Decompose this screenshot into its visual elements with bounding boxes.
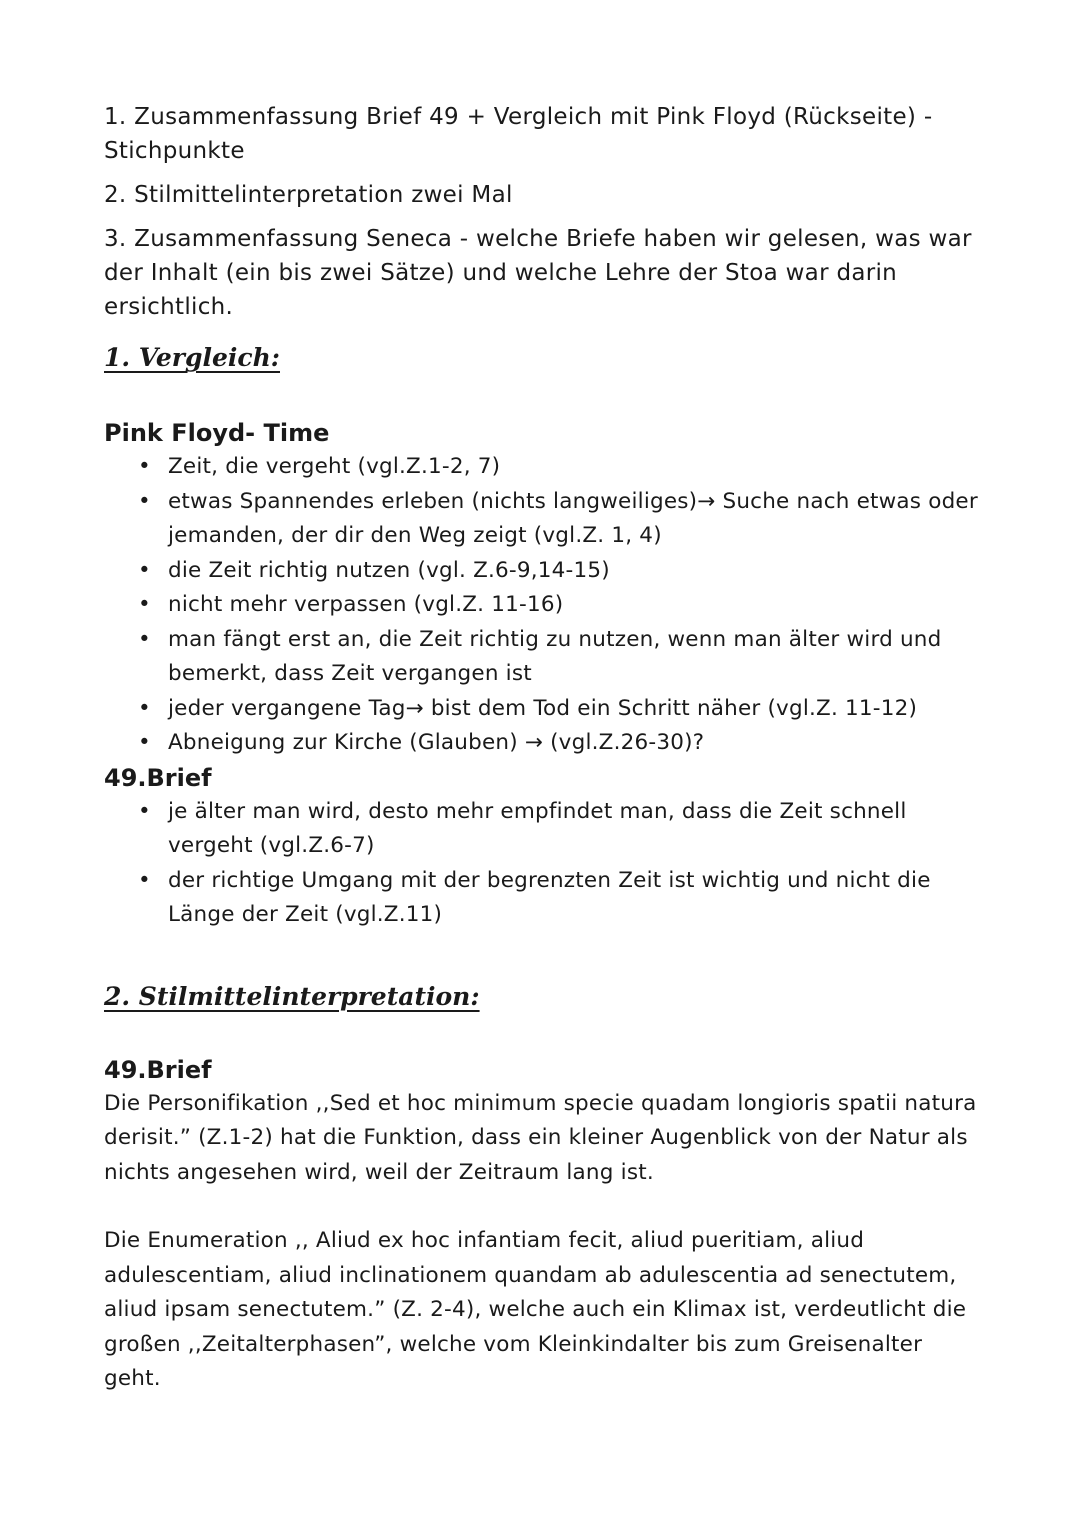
paragraph-personifikation: Die Personifikation ,,Sed et hoc minimum specie quadam longioris spatii natura derisit.” (Z.1-2) hat die Funktion, dass ein kleiner Augenblick von der Natur als nichts angesehen wird, weil der Zeitraum lang ist. <box>104 1090 977 1185</box>
subheading-pink-floyd: Pink Floyd- Time <box>104 419 330 447</box>
document-page <box>104 100 984 1397</box>
list-item: • jeder vergangene Tag→ bist dem Tod ein Schritt näher (vgl.Z. 11-12) <box>168 692 984 727</box>
list-item: • etwas Spannendes erleben (nichts langweiliges)→ Suche nach etwas oder jemanden, der dir den Weg zeigt (vgl.Z. 1, 4) <box>168 485 984 554</box>
pink-floyd-bullet-list <box>104 450 984 761</box>
subheading-brief-49: 49.Brief <box>104 763 212 792</box>
list-item: • Abneigung zur Kirche (Glauben) → (vgl.Z.26-30)? <box>168 726 984 761</box>
brief-49-bullet-list <box>104 795 984 933</box>
list-item: • man fängt erst an, die Zeit richtig zu nutzen, wenn man älter wird und bemerkt, dass Zeit vergangen ist <box>168 623 984 692</box>
paragraph-enumeration: Die Enumeration ,, Aliud ex hoc infantiam fecit, aliud pueritiam, aliud adulescentiam, aliud inclinationem quandam ab adulescentia ad senectutem, aliud ipsam senectutem.” (Z. 2-4), welche auch ein Klimax ist, verdeutlicht die großen ,,Zeitalterphasen”, welche vom Kleinkindalter bis zum Greisenalter geht. <box>104 1228 967 1391</box>
section-heading-stilmittel: 2. Stilmittelinterpretation: <box>104 981 480 1011</box>
task-item-2: 2. Stilmittelinterpretation zwei Mal <box>104 182 513 208</box>
task-item-3: 3. Zusammenfassung Seneca - welche Briefe haben wir gelesen, was war der Inhalt (ein bis zwei Sätze) und welche Lehre der Stoa war darin ersichtlich. <box>104 226 972 320</box>
list-item: • je älter man wird, desto mehr empfindet man, dass die Zeit schnell vergeht (vgl.Z.6-7) <box>168 795 984 864</box>
task-list <box>104 100 984 324</box>
task-item-1: 1. Zusammenfassung Brief 49 + Vergleich mit Pink Floyd (Rückseite) - Stichpunkte <box>104 104 933 164</box>
list-item: • Zeit, die vergeht (vgl.Z.1-2, 7) <box>168 450 984 485</box>
section-heading-vergleich: 1. Vergleich: <box>104 343 280 372</box>
subheading-brief-49-stilmittel: 49.Brief <box>104 1055 212 1084</box>
list-item: • nicht mehr verpassen (vgl.Z. 11-16) <box>168 588 984 623</box>
list-item: • der richtige Umgang mit der begrenzten Zeit ist wichtig und nicht die Länge der Zeit (vgl.Z.11) <box>168 864 984 933</box>
list-item: • die Zeit richtig nutzen (vgl. Z.6-9,14-15) <box>168 554 984 589</box>
